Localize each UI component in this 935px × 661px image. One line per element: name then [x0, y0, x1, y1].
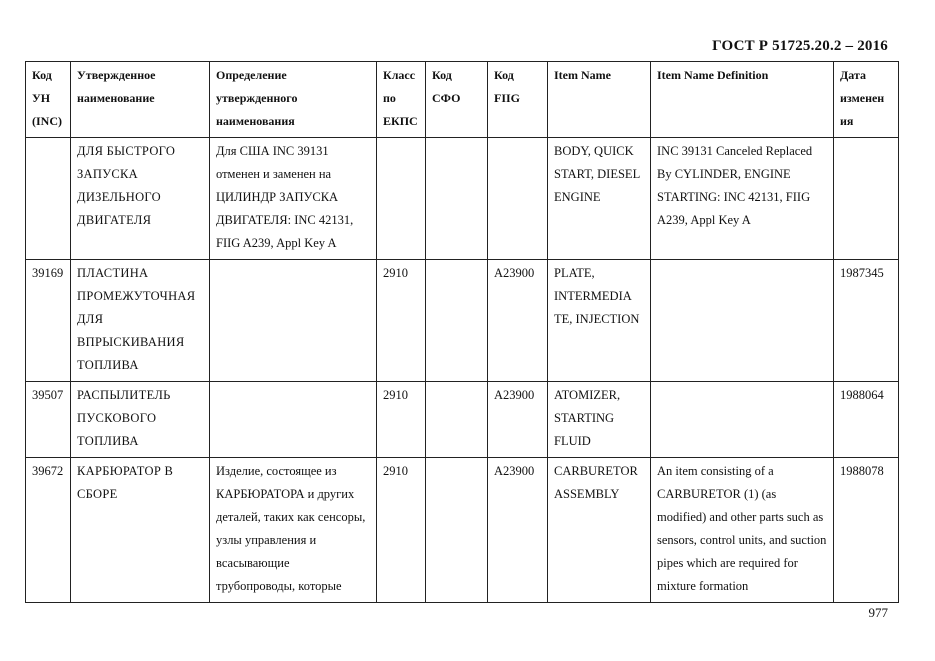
page-number: 977 [868, 605, 888, 620]
cell-sfo [426, 260, 488, 382]
document-standard-title: ГОСТ Р 51725.20.2 – 2016 [712, 38, 888, 54]
cell-approved-name: РАСПЫЛИТЕЛЬ ПУСКОВОГО ТОПЛИВА [71, 382, 210, 458]
catalog-table [25, 61, 899, 603]
cell-item-name: BODY, QUICK START, DIESEL ENGINE [548, 138, 651, 260]
cell-item-name: PLATE, INTERMEDIA TE, INJECTION [548, 260, 651, 382]
cell-fiig: A23900 [488, 260, 548, 382]
cell-definition: Для США INC 39131 отменен и заменен на ЦИЛИНДР ЗАПУСКА ДВИГАТЕЛЯ: INC 42131, FIIG A239, Appl Key A [210, 138, 377, 260]
col-header-approved-name: Утвержденное наименование [71, 62, 210, 138]
cell-definition: Изделие, состоящее из КАРБЮРАТОРА и других деталей, таких как сенсоры, узлы управления и всасывающие трубопроводы, которые [210, 458, 377, 603]
col-header-definition: Определение утвержденного наименования [210, 62, 377, 138]
cell-approved-name: ДЛЯ БЫСТРОГО ЗАПУСКА ДИЗЕЛЬНОГО ДВИГАТЕЛЯ [71, 138, 210, 260]
cell-date: 1988078 [834, 458, 899, 603]
cell-item-definition: An item consisting of a CARBURETOR (1) (as modified) and other parts such as sensors, control units, and suction pipes which are required for mixture formation [651, 458, 834, 603]
cell-class: 2910 [377, 382, 426, 458]
table-header-row [26, 62, 899, 138]
cell-date: 1988064 [834, 382, 899, 458]
cell-fiig: A23900 [488, 382, 548, 458]
cell-sfo [426, 458, 488, 603]
cell-fiig: A23900 [488, 458, 548, 603]
col-header-item-name: Item Name [548, 62, 651, 138]
table-row [26, 458, 899, 603]
col-header-date: Дата изменен ия [834, 62, 899, 138]
table-row [26, 382, 899, 458]
col-header-code: Код УН (INC) [26, 62, 71, 138]
col-header-class: Класс по ЕКПС [377, 62, 426, 138]
col-header-fiig: Код FIIG [488, 62, 548, 138]
cell-definition [210, 260, 377, 382]
table-row [26, 138, 899, 260]
cell-definition [210, 382, 377, 458]
cell-date: 1987345 [834, 260, 899, 382]
cell-item-name: ATOMIZER, STARTING FLUID [548, 382, 651, 458]
cell-class: 2910 [377, 260, 426, 382]
cell-fiig [488, 138, 548, 260]
cell-code [26, 138, 71, 260]
cell-date [834, 138, 899, 260]
cell-class [377, 138, 426, 260]
cell-approved-name: ПЛАСТИНА ПРОМЕЖУТОЧНАЯ ДЛЯ ВПРЫСКИВАНИЯ ТОПЛИВА [71, 260, 210, 382]
cell-class: 2910 [377, 458, 426, 603]
cell-approved-name: КАРБЮРАТОР В СБОРЕ [71, 458, 210, 603]
cell-code: 39672 [26, 458, 71, 603]
cell-code: 39169 [26, 260, 71, 382]
cell-item-name: CARBURETOR ASSEMBLY [548, 458, 651, 603]
cell-item-definition: INC 39131 Canceled Replaced By CYLINDER, ENGINE STARTING: INC 42131, FIIG A239, Appl Key A [651, 138, 834, 260]
col-header-sfo: Код СФО [426, 62, 488, 138]
cell-sfo [426, 138, 488, 260]
table-row [26, 260, 899, 382]
cell-sfo [426, 382, 488, 458]
cell-item-definition [651, 382, 834, 458]
col-header-item-definition: Item Name Definition [651, 62, 834, 138]
cell-code: 39507 [26, 382, 71, 458]
cell-item-definition [651, 260, 834, 382]
